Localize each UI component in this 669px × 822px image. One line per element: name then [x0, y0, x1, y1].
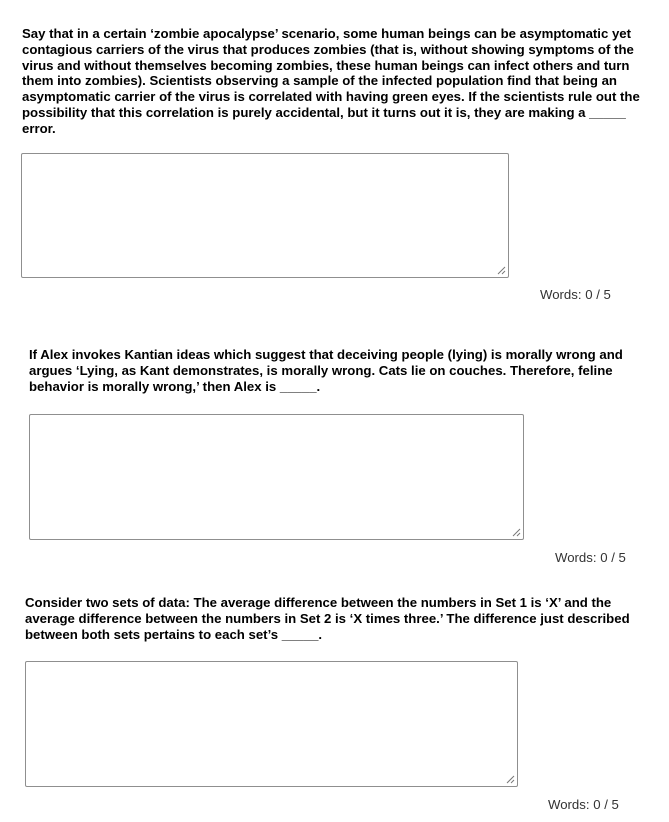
resize-handle-icon[interactable]: [497, 266, 506, 275]
resize-handle-icon[interactable]: [506, 775, 515, 784]
question-2-text: If Alex invokes Kantian ideas which suggest that deceiving people (lying) is morally wrong and argues ‘Lying, as Kant demonstrates, is morally wrong. Cats lie on couches. Therefore, feline behavior is morally wrong,’ then Alex is _____.: [29, 347, 623, 394]
answer-input-3[interactable]: [25, 661, 518, 787]
answer-input-2[interactable]: [29, 414, 524, 540]
question-1-text: Say that in a certain ‘zombie apocalypse’ scenario, some human beings can be asymptomatic yet contagious carriers of the virus that produces zombies (that is, without showing symptoms of the virus and without themselves becoming zombies, these human beings can infect others and turn them into zombies). Scientists observing a sample of the infected population find that being an asymptomatic carrier of the virus is correlated with having green eyes. If the scientists rule out the possibility that this correlation is purely accidental, but it turns out it is, they are making a _____ error.: [22, 26, 640, 136]
word-count-3: Words: 0 / 5: [548, 797, 619, 812]
question-3-text: Consider two sets of data: The average difference between the numbers in Set 1 is ‘X’ and the average difference between the numbers in Set 2 is ‘X times three.’ The difference just described between both sets pertains to each set’s _____.: [25, 595, 630, 642]
word-count-2: Words: 0 / 5: [555, 550, 626, 565]
question-1: [22, 26, 650, 137]
resize-handle-icon[interactable]: [512, 528, 521, 537]
word-count-1: Words: 0 / 5: [540, 287, 611, 302]
question-2: [29, 347, 647, 394]
question-3: [25, 595, 649, 642]
answer-input-1[interactable]: [21, 153, 509, 278]
